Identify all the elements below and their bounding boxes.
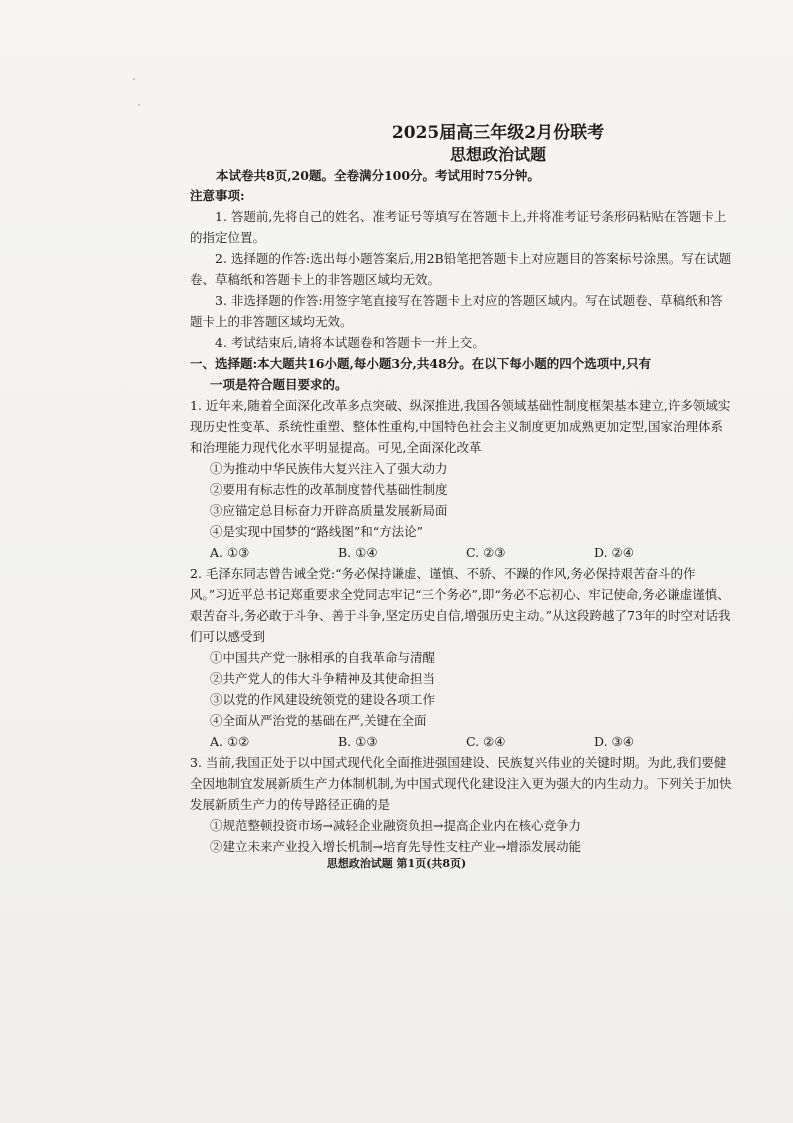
question-3-option: ①规范整顿投资市场→减轻企业融资负担→提高企业内在核心竞争力 [210, 818, 581, 833]
choice-b: B. ①④ [338, 545, 378, 560]
question-2-option: ②共产党人的伟大斗争精神及其使命担当 [210, 671, 436, 686]
notice-item-1: 1. 答题前,先将自己的姓名、准考证号等填写在答题卡上,并将准考证号条形码粘贴在答题卡上的指定位置。 [190, 209, 727, 245]
question-1-stem: 1. 近年来,随着全面深化改革多点突破、纵深推进,我国各领域基础性制度框架基本建立,许多领域实现历史性变革、系统性重塑、整体性重构,中国特色社会主义制度更加成熟更加定型,国家治理体系和治理能力现代化水平明显提高。可见,全面深化改革 [190, 398, 731, 455]
choice-b: B. ①③ [338, 734, 378, 749]
notice-heading: 注意事项: [190, 188, 245, 203]
question-2-option: ③以党的作风建设统领党的建设各项工作 [210, 692, 436, 707]
scan-speck [138, 104, 140, 106]
question-1-option: ②要用有标志性的改革制度替代基础性制度 [210, 482, 448, 497]
question-3-option: ②建立未来产业投入增长机制→培育先导性支柱产业→增添发展动能 [210, 839, 581, 854]
question-1-choices [210, 542, 732, 563]
choice-d: D. ②④ [594, 545, 634, 560]
page-footer: 思想政治试题 第1页(共8页) [326, 857, 467, 870]
notice-item-2: 2. 选择题的作答:选出每小题答案后,用2B铅笔把答题卡上对应题目的答案标号涂黑。写在试题卷、草稿纸和答题卡上的非答题区域均无效。 [190, 251, 732, 287]
question-3-stem: 3. 当前,我国正处于以中国式现代化全面推进强国建设、民族复兴伟业的关键时期。为此,我们要健全因地制宜发展新质生产力体制机制,为中国式现代化建设注入更为强大的内生动力。下列关于加快发展新质生产力的传导路径正确的是 [190, 755, 732, 812]
notice-item-3: 3. 非选择题的作答:用签字笔直接写在答题卡上对应的答题区域内。写在试题卷、草稿纸和答题卡上的非答题区域均无效。 [190, 293, 723, 329]
choice-c: C. ②④ [466, 734, 506, 749]
choice-d: D. ③④ [594, 734, 634, 749]
section-heading: 一、选择题:本大题共16小题,每小题3分,共48分。在以下每小题的四个选项中,只有 [190, 356, 652, 371]
question-2-option: ①中国共产党一脉相承的自我革命与清醒 [210, 650, 436, 665]
question-1-option: ④是实现中国梦的“路线图”和“方法论” [210, 524, 424, 539]
exam-subject: 思想政治试题 [449, 145, 546, 164]
question-1-option: ③应锚定总目标奋力开辟高质量发展新局面 [210, 503, 448, 518]
exam-info: 本试卷共8页,20题。全卷满分100分。考试用时75分钟。 [216, 168, 540, 183]
scan-speck [133, 78, 135, 80]
exam-content [190, 122, 732, 857]
question-2-choices [210, 731, 732, 752]
question-1-option: ①为推动中华民族伟大复兴注入了强大动力 [210, 461, 448, 476]
choice-a: A. ①③ [210, 545, 250, 560]
question-2-stem: 2. 毛泽东同志曾告诫全党:“务必保持谦虚、谨慎、不骄、不躁的作风,务必保持艰苦奋斗的作风。”习近平总书记郑重要求全党同志牢记“三个务必”,即“务必不忘初心、牢记使命,务必谦虚谨慎、艰苦奋斗,务必敢于斗争、善于斗争,坚定历史自信,增强历史主动。”从这段跨越了73年的时空对话我们可以感受到 [190, 566, 731, 644]
question-2-option: ④全面从严治党的基础在严,关键在全面 [210, 713, 427, 728]
section-heading-cont: 一项是符合题目要求的。 [210, 377, 348, 392]
exam-title: 2025届高三年级2月份联考 [391, 123, 605, 143]
notice-item-4: 4. 考试结束后,请将本试题卷和答题卡一并上交。 [215, 335, 485, 350]
choice-a: A. ①② [210, 734, 250, 749]
choice-c: C. ②③ [466, 545, 506, 560]
